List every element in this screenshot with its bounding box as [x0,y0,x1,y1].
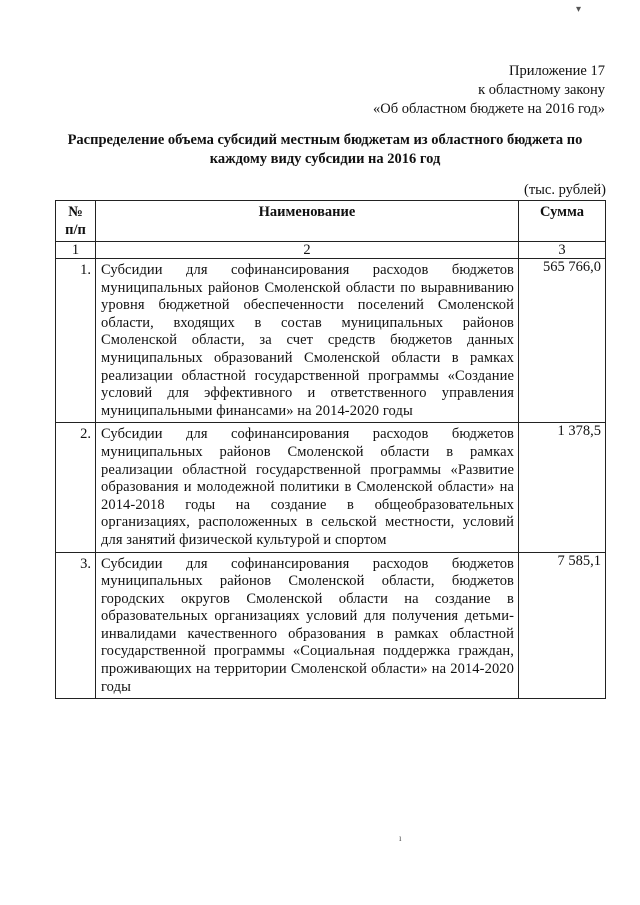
title-line-2: каждому виду субсидии на 2016 год [209,151,441,167]
header-number-line-1: № [68,204,83,220]
row-number: 2. [56,423,96,552]
title-line-1: Распределение объема субсидий местным бюджетам из областного бюджета по [67,132,583,148]
column-index-cell: 2 [96,242,519,259]
scan-speck: ı [399,833,402,843]
row-name: Субсидии для софинансирования расходов бюджетов муниципальных районов Смоленской области по выравниванию уровня бюджетной обеспеченности поселений Смоленской области, входящих в состав муниципальных районов Смоленской области, за счет средств бюджетов данных муниципальных образований Смоленской области в рамках реализации областной государственной программы «Создание условий для эффективного и ответственного управления муниципальными финансами» на 2014-2020 годы [96,259,519,423]
scan-speck: ▾ [576,4,582,15]
header-name: Наименование [96,201,519,242]
row-number: 1. [56,259,96,423]
appendix-law-title: «Об областном бюджете на 2016 год» [373,101,605,117]
row-number: 3. [56,552,96,699]
table-row [56,552,606,699]
row-sum: 565 766,0 [519,259,606,423]
subsidy-table [55,200,606,699]
table-row [56,259,606,423]
row-sum: 1 378,5 [519,423,606,552]
column-index-cell: 1 [56,242,96,259]
row-name: Субсидии для софинансирования расходов бюджетов муниципальных районов Смоленской области в рамках реализации областной государственной программы «Развитие образования и молодежной политики в Смоленской области» на 2014-2018 годы на создание в общеобразовательных организациях, расположенных в сельской местности, условий для занятий физической культурой и спортом [96,423,519,552]
table-header-row [56,201,606,242]
header-number-line-2: п/п [65,222,86,238]
column-index-row [56,242,606,259]
header-sum: Сумма [519,201,606,242]
appendix-number: Приложение 17 [509,63,605,79]
document-title [40,131,610,169]
row-sum: 7 585,1 [519,552,606,699]
appendix-block [373,62,605,119]
column-index-cell: 3 [519,242,606,259]
appendix-law-ref: к областному закону [478,82,605,98]
header-number [56,201,96,242]
row-name: Субсидии для софинансирования расходов бюджетов муниципальных районов Смоленской области, бюджетов городских округов Смоленской области на создание в образовательных организациях условий для получения детьми-инвалидами качественного образования в рамках областной государственной программы «Социальная поддержка граждан, проживающих на территории Смоленской области» на 2014-2020 годы [96,552,519,699]
unit-label: (тыс. рублей) [524,182,606,198]
table-row [56,423,606,552]
